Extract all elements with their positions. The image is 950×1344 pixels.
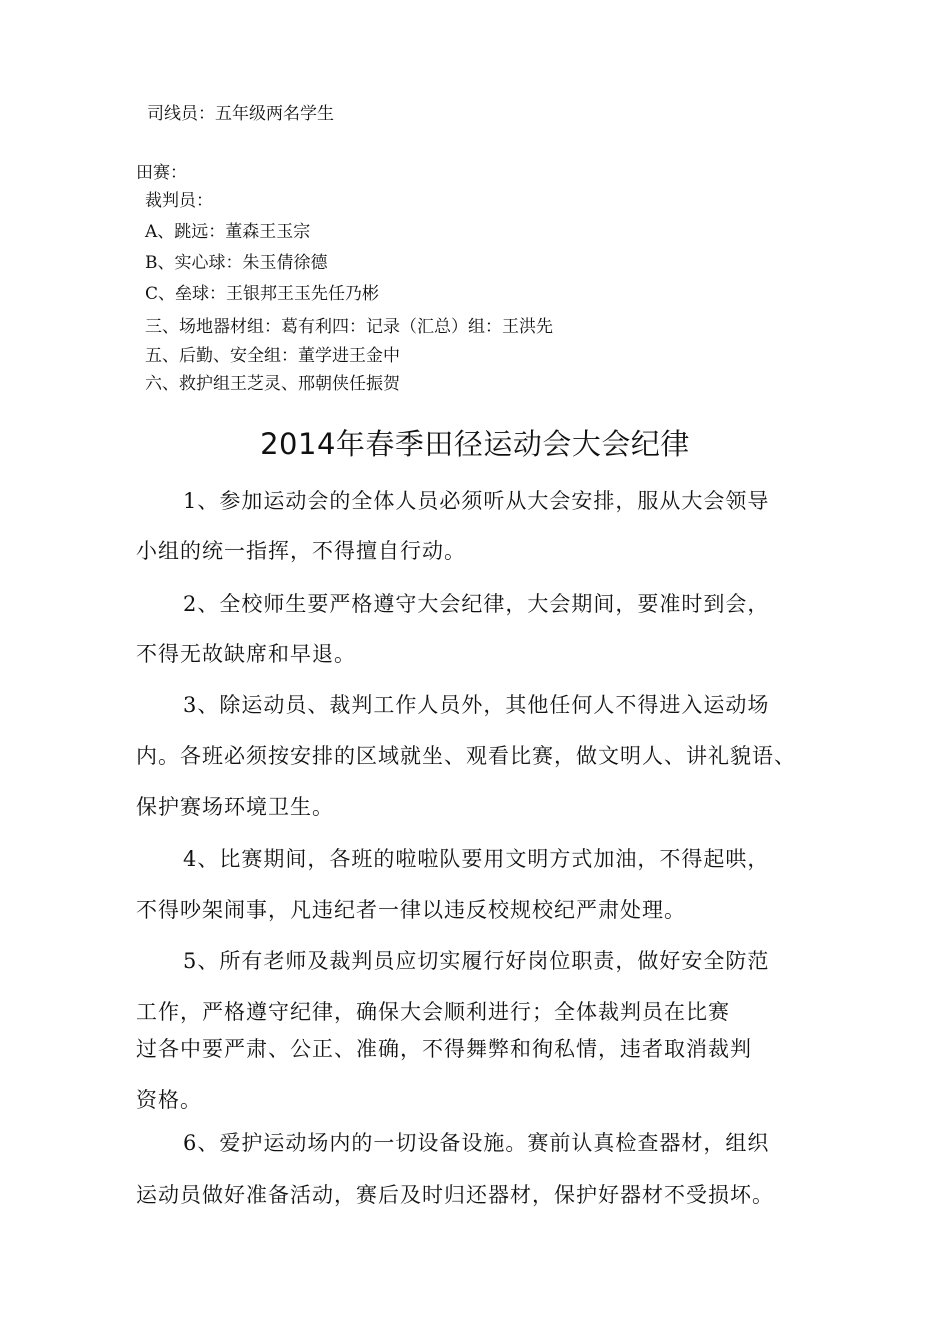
- rule-3-line-2: 内。各班必须按安排的区域就坐、观看比赛，做文明人、讲礼貌语、: [136, 744, 796, 768]
- equipment-and-records-group: 三、场地器材组：葛有利四：记录（汇总）组：王洪先: [145, 317, 553, 337]
- referee-heading: 裁判员：: [145, 191, 213, 211]
- referee-item-c: C、垒球：王银邦王玉先任乃彬: [145, 284, 380, 304]
- rule-5-line-1: 5、所有老师及裁判员应切实履行好岗位职责，做好安全防范: [183, 949, 770, 973]
- rule-5-line-3: 过各中要严肃、公正、准确，不得舞弊和徇私情，违者取消裁判: [136, 1037, 752, 1061]
- rule-2-line-2: 不得无故缺席和早退。: [136, 642, 356, 666]
- line-judge-text: 司线员：五年级两名学生: [147, 104, 334, 124]
- rule-3-line-1: 3、除运动员、裁判工作人员外，其他任何人不得进入运动场: [183, 693, 770, 717]
- rule-5-line-2: 工作，严格遵守纪律，确保大会顺利进行；全体裁判员在比赛: [136, 1000, 730, 1024]
- rule-4-line-2: 不得吵架闹事，凡违纪者一律以违反校规校纪严肃处理。: [136, 898, 686, 922]
- rule-1-line-2: 小组的统一指挥，不得擅自行动。: [136, 539, 466, 563]
- logistics-safety-group: 五、后勤、安全组：董学进王金中: [145, 346, 400, 366]
- rule-1-line-1: 1、参加运动会的全体人员必须听从大会安排，服从大会领导: [183, 489, 770, 513]
- referee-item-a: A、跳远：董森王玉宗: [145, 222, 311, 242]
- rule-6-line-1: 6、爱护运动场内的一切设备设施。赛前认真检查器材，组织: [183, 1131, 770, 1155]
- rescue-group: 六、救护组王芝灵、邢朝侠任振贺: [145, 374, 400, 394]
- field-events-heading: 田赛：: [136, 163, 187, 183]
- rule-5-line-4: 资格。: [136, 1088, 202, 1112]
- rule-6-line-2: 运动员做好准备活动，赛后及时归还器材，保护好器材不受损坏。: [136, 1183, 774, 1207]
- page-title: 2014年春季田径运动会大会纪律: [260, 427, 690, 461]
- rule-4-line-1: 4、比赛期间，各班的啦啦队要用文明方式加油，不得起哄，: [183, 847, 770, 871]
- rule-3-line-3: 保护赛场环境卫生。: [136, 795, 334, 819]
- referee-item-b: B、实心球：朱玉倩徐德: [145, 253, 328, 273]
- rule-2-line-1: 2、全校师生要严格遵守大会纪律，大会期间，要准时到会，: [183, 592, 770, 616]
